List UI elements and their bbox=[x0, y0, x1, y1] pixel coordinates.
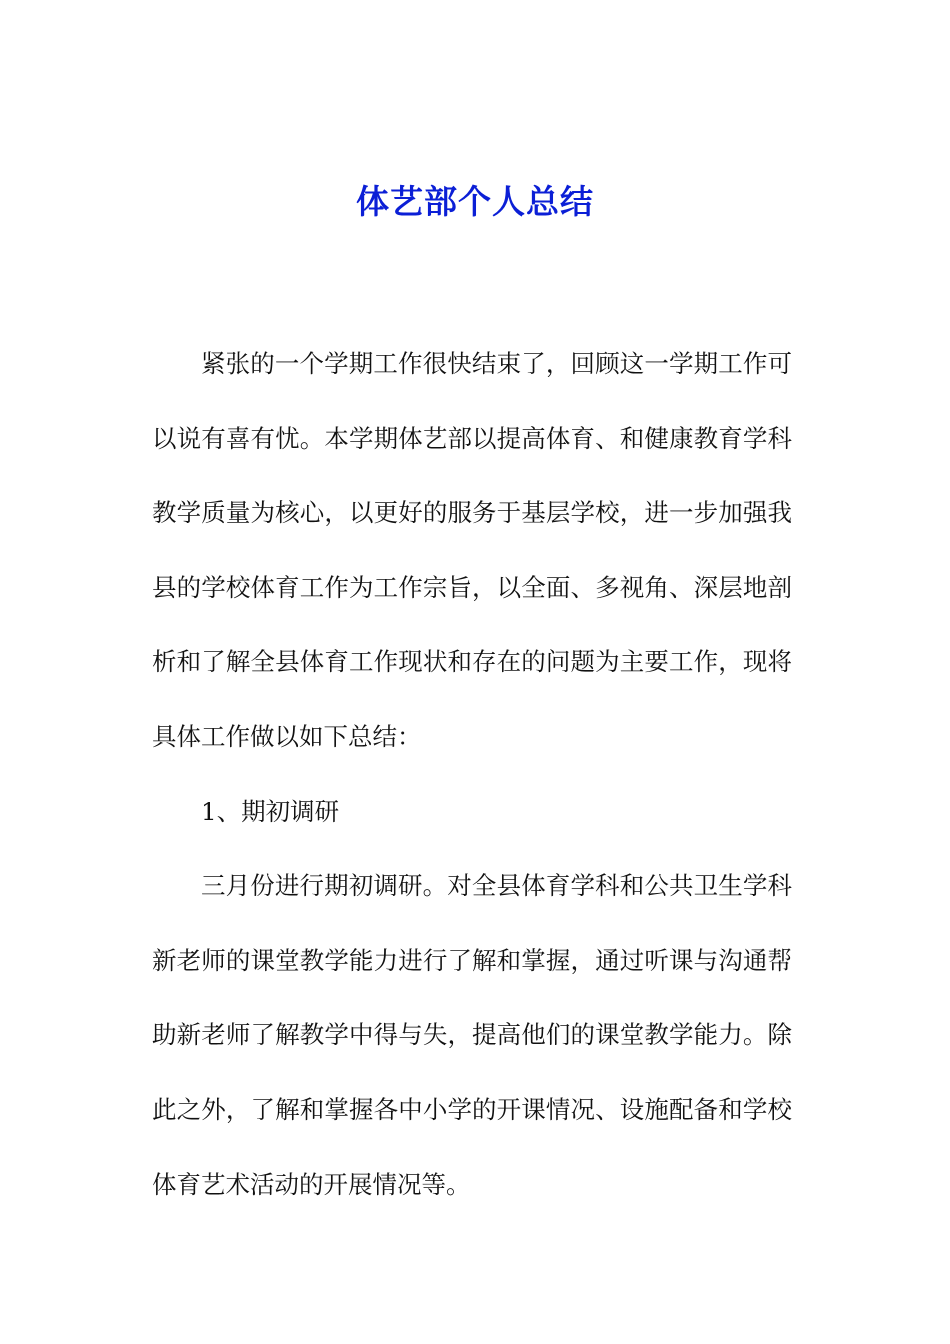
section-heading-1: 1、期初调研 bbox=[201, 796, 340, 826]
document-title: 体艺部个人总结 bbox=[356, 182, 594, 221]
paragraph-section-1: 三月份进行期初调研。对全县体育学科和公共卫生学科新老师的课堂教学能力进行了解和掌握，通过听课与沟通帮助新老师了解教学中得与失，提高他们的课堂教学能力。除此之外，了解和掌握各中小学的开课情况、设施配备和学校体育艺术活动的开展情况等。 bbox=[152, 871, 792, 1199]
document-body bbox=[152, 327, 792, 1222]
paragraph-intro: 紧张的一个学期工作很快结束了，回顾这一学期工作可以说有喜有忧。本学期体艺部以提高体育、和健康教育学科教学质量为核心，以更好的服务于基层学校，进一步加强我县的学校体育工作为工作宗旨，以全面、多视角、深层地剖析和了解全县体育工作现状和存在的问题为主要工作，现将具体工作做以如下总结： bbox=[152, 349, 792, 751]
